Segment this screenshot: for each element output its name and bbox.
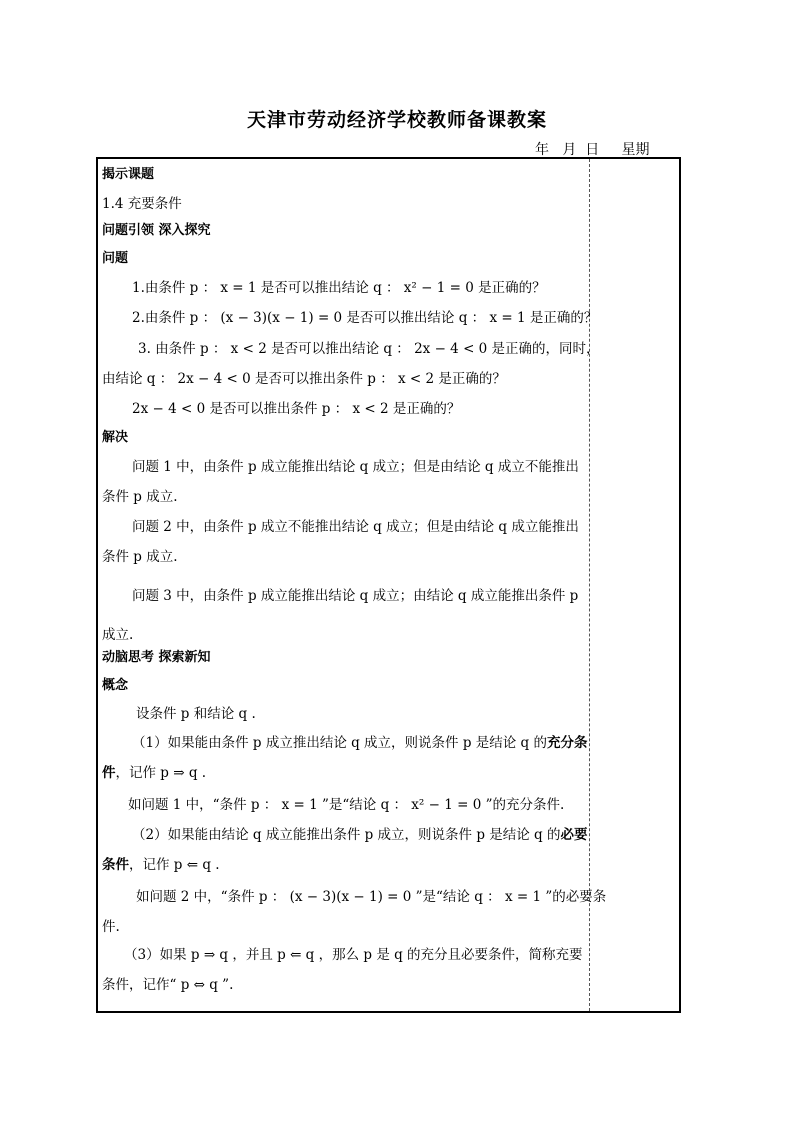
concept-intro: 设条件 p 和结论 q . [136, 706, 256, 722]
concept-1-line-1 [132, 731, 588, 751]
concept-2-line-2 [102, 853, 220, 873]
column-divider [589, 159, 591, 1011]
example-2-line-1: 如问题 2 中，“条件 p ： (x − 3)(x − 1) = 0 ”是“结论 q ： x = 1 ”的必要条 [136, 889, 607, 905]
lesson-topic: 1.4 充要条件 [102, 196, 182, 212]
question-3-line-2: 由结论 q ： 2x − 4 < 0 是否可以推出条件 p ： x < 2 是正确的？ [102, 371, 506, 387]
concept-3-line-2: 条件，记作“ p ⇔ q ”. [102, 977, 234, 993]
concept-3-line-1: （3）如果 p ⇒ q ，并且 p ⇐ q ，那么 p 是 q 的充分且必要条件，简称充要 [124, 947, 583, 963]
concept-1-text: （1）如果能由条件 p 成立推出结论 q 成立，则说条件 p 是结论 q 的 [132, 735, 547, 751]
concept-2-text: （2）如果能由结论 q 成立能推出条件 p 成立，则说条件 p 是结论 q 的 [132, 827, 561, 843]
subheading-questions: 问题 [102, 251, 129, 266]
solution-2-line-2: 条件 p 成立. [102, 549, 178, 565]
subheading-solution: 解决 [102, 430, 129, 445]
section-heading-new-knowledge: 动脑思考 探索新知 [102, 650, 211, 665]
page-title: 天津市劳动经济学校教师备课教案 [246, 109, 547, 131]
solution-2-line-1: 问题 2 中，由条件 p 成立不能推出结论 q 成立；但是由结论 q 成立能推出 [132, 519, 579, 535]
solution-1-line-1: 问题 1 中，由条件 p 成立能推出结论 q 成立；但是由结论 q 成立不能推出 [132, 459, 579, 475]
solution-1-line-2: 条件 p 成立. [102, 489, 178, 505]
concept-1-line-2 [102, 761, 206, 781]
concept-2-line-1 [132, 823, 588, 843]
example-1: 如问题 1 中，“条件 p ： x = 1 ”是“结论 q ： x² − 1 = 0 ”的充分条件. [128, 797, 565, 813]
question-2: 2.由条件 p ： (x − 3)(x − 1) = 0 是否可以推出结论 q ： x = 1 是正确的？ [132, 310, 598, 326]
date-weekday-row: 年 月 日 星期 [535, 142, 650, 158]
term-sufficient-part-1: 充分条 [547, 735, 588, 751]
question-3-line-3: 2x − 4 < 0 是否可以推出条件 p ： x < 2 是正确的？ [132, 401, 461, 417]
solution-3-line-2: 成立. [102, 627, 134, 643]
term-necessary-part-1: 必要 [560, 827, 588, 843]
term-necessary-part-2: 条件 [102, 857, 129, 873]
subheading-concept: 概念 [102, 678, 129, 693]
example-2-line-2: 件. [102, 919, 120, 935]
term-sufficient-part-2: 件 [102, 765, 116, 781]
question-3-line-1: 3. 由条件 p ： x < 2 是否可以推出结论 q ： 2x − 4 < 0 是正确的，同时， [138, 341, 600, 357]
concept-1-notation: ，记作 p ⇒ q . [115, 765, 207, 781]
question-1: 1.由条件 p ： x = 1 是否可以推出结论 q ： x² − 1 = 0 是正确的？ [132, 280, 546, 296]
section-heading-topic: 揭示课题 [102, 167, 155, 182]
concept-2-notation: ，记作 p ⇐ q . [129, 857, 220, 873]
lesson-plan-table [96, 157, 681, 1013]
section-heading-inquiry: 问题引领 深入探究 [102, 223, 211, 238]
solution-3-line-1: 问题 3 中，由条件 p 成立能推出结论 q 成立；由结论 q 成立能推出条件 p [132, 588, 579, 604]
